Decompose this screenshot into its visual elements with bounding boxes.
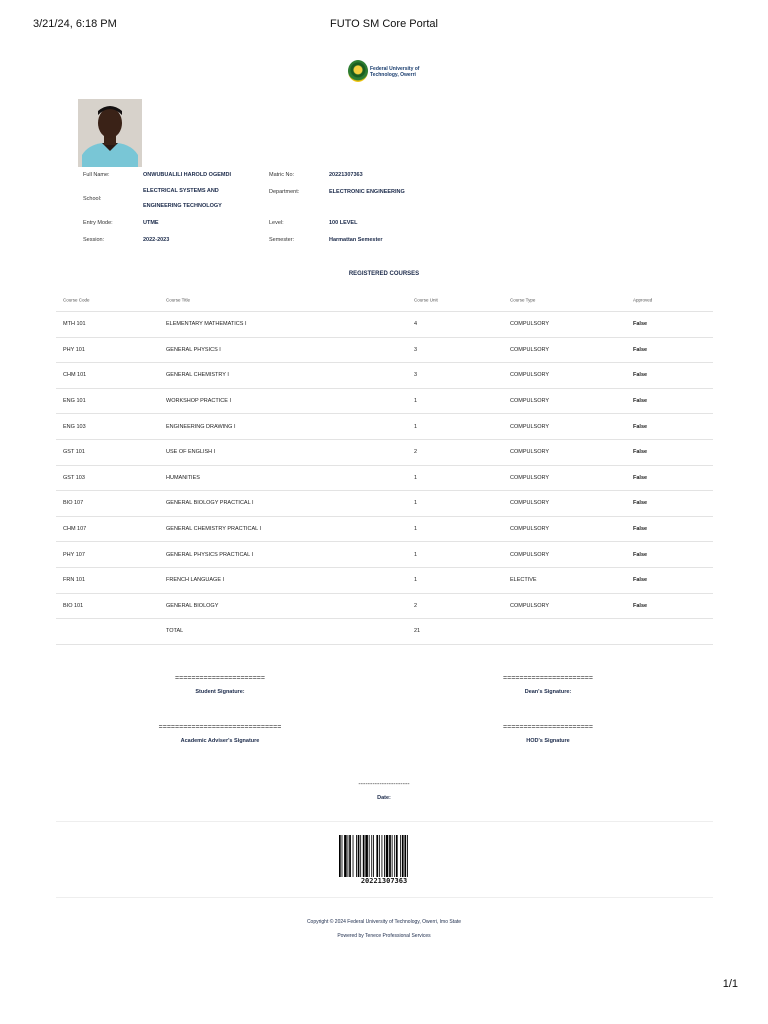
course-code: ENG 101 bbox=[63, 398, 86, 405]
course-title: ELEMENTARY MATHEMATICS I bbox=[166, 321, 247, 328]
course-unit: 1 bbox=[414, 423, 418, 430]
course-code: PHY 107 bbox=[63, 551, 85, 558]
course-title: GENERAL BIOLOGY PRACTICAL I bbox=[166, 500, 254, 507]
table-header-row bbox=[56, 288, 713, 312]
school-label: School: bbox=[83, 196, 102, 202]
course-title: GENERAL CHEMISTRY PRACTICAL I bbox=[166, 526, 262, 533]
signature-line: ====================== bbox=[503, 675, 593, 682]
course-type: COMPULSORY bbox=[510, 346, 550, 353]
course-code: PHY 101 bbox=[63, 346, 85, 353]
signature-line: ====================== bbox=[503, 724, 593, 731]
hod-signature-label: HOD's Signature bbox=[526, 738, 570, 744]
table-row bbox=[56, 491, 713, 517]
course-unit: 1 bbox=[414, 474, 418, 481]
course-unit: 3 bbox=[414, 346, 418, 353]
header-course-code: Course Code bbox=[63, 297, 90, 302]
signature-line: ============================== bbox=[158, 724, 282, 731]
table-row bbox=[56, 568, 713, 594]
course-title: GENERAL PHYSICS I bbox=[166, 346, 221, 353]
date-signature-block bbox=[324, 781, 444, 801]
signature-line: ---------------------- bbox=[358, 781, 410, 788]
course-title: HUMANITIES bbox=[166, 474, 200, 481]
course-title: WORKSHOP PRACTICE I bbox=[166, 398, 231, 405]
matric-label: Matric No: bbox=[269, 172, 295, 178]
logo-text: Federal University of Technology, Owerri bbox=[370, 66, 420, 78]
course-type: COMPULSORY bbox=[510, 474, 550, 481]
date-label: Date: bbox=[377, 795, 391, 801]
course-unit: 1 bbox=[414, 577, 418, 584]
barcode bbox=[339, 835, 430, 877]
university-seal-icon bbox=[348, 60, 368, 82]
course-unit: 1 bbox=[414, 398, 418, 405]
student-signature-block bbox=[160, 675, 280, 695]
course-code: GST 103 bbox=[63, 474, 85, 481]
course-approved: False bbox=[633, 474, 648, 481]
level-label: Level: bbox=[269, 220, 284, 226]
entry-mode-label: Entry Mode: bbox=[83, 220, 113, 226]
course-code: BIO 107 bbox=[63, 500, 84, 507]
table-row bbox=[56, 517, 713, 543]
student-signature-label: Student Signature: bbox=[195, 689, 245, 695]
footer-copyright: Copyright © 2024 Federal University of Technology, Owerri, Imo State bbox=[306, 919, 462, 925]
course-type: COMPULSORY bbox=[510, 321, 550, 328]
full-name-value: ONWUBUALILI HAROLD OGEMDI bbox=[143, 172, 231, 178]
course-code: ENG 103 bbox=[63, 423, 86, 430]
semester-value: Harmattan Semester bbox=[329, 237, 383, 243]
table-row bbox=[56, 414, 713, 440]
course-approved: False bbox=[633, 551, 648, 558]
semester-label: Semester: bbox=[269, 237, 295, 243]
hod-signature-block bbox=[488, 724, 608, 744]
courses-table bbox=[56, 288, 713, 645]
table-row bbox=[56, 363, 713, 389]
table-row bbox=[56, 440, 713, 466]
course-unit: 4 bbox=[414, 321, 418, 328]
course-type: COMPULSORY bbox=[510, 449, 550, 456]
course-code: BIO 101 bbox=[63, 602, 84, 609]
adviser-signature-label: Academic Adviser's Signature bbox=[180, 738, 260, 744]
print-page-number: 1/1 bbox=[722, 978, 738, 990]
barcode-number: 20221307363 bbox=[360, 877, 408, 885]
course-approved: False bbox=[633, 602, 648, 609]
registered-courses-title: REGISTERED COURSES bbox=[348, 271, 420, 277]
course-type: ELECTIVE bbox=[510, 577, 537, 584]
table-row bbox=[56, 594, 713, 620]
matric-value: 20221307363 bbox=[329, 172, 363, 178]
university-logo bbox=[348, 60, 422, 84]
table-total-row bbox=[56, 619, 713, 645]
course-title: FRENCH LANGUAGE I bbox=[166, 577, 225, 584]
course-type: COMPULSORY bbox=[510, 398, 550, 405]
department-value: ELECTRONIC ENGINEERING bbox=[329, 189, 405, 195]
session-value: 2022-2023 bbox=[143, 237, 170, 243]
course-approved: False bbox=[633, 423, 648, 430]
course-approved: False bbox=[633, 577, 648, 584]
course-code: MTH 101 bbox=[63, 321, 86, 328]
course-type: COMPULSORY bbox=[510, 500, 550, 507]
header-approved: Approved bbox=[633, 297, 653, 302]
total-units: 21 bbox=[414, 628, 421, 635]
session-label: Session: bbox=[83, 237, 105, 243]
header-course-type: Course Type bbox=[510, 297, 536, 302]
print-header bbox=[0, 18, 768, 34]
entry-mode-value: UTME bbox=[143, 220, 159, 226]
course-type: COMPULSORY bbox=[510, 551, 550, 558]
course-approved: False bbox=[633, 500, 648, 507]
course-type: COMPULSORY bbox=[510, 372, 550, 379]
course-unit: 2 bbox=[414, 449, 418, 456]
course-unit: 1 bbox=[414, 500, 418, 507]
signature-line: ====================== bbox=[175, 675, 265, 682]
table-row bbox=[56, 312, 713, 338]
school-value-line1: ELECTRICAL SYSTEMS AND bbox=[143, 188, 219, 194]
course-approved: False bbox=[633, 346, 648, 353]
full-name-label: Full Name: bbox=[83, 172, 110, 178]
department-label: Department: bbox=[269, 189, 300, 195]
course-title: GENERAL BIOLOGY bbox=[166, 602, 219, 609]
course-title: GENERAL CHEMISTRY I bbox=[166, 372, 229, 379]
dean-signature-label: Dean's Signature: bbox=[524, 689, 572, 695]
header-course-title: Course Title bbox=[166, 297, 191, 302]
course-unit: 3 bbox=[414, 372, 418, 379]
header-course-unit: Course Unit bbox=[414, 297, 438, 302]
course-title: USE OF ENGLISH I bbox=[166, 449, 216, 456]
course-type: COMPULSORY bbox=[510, 602, 550, 609]
course-code: CHM 107 bbox=[63, 526, 87, 533]
course-unit: 2 bbox=[414, 602, 418, 609]
divider bbox=[56, 897, 713, 898]
course-code: FRN 101 bbox=[63, 577, 86, 584]
total-label: TOTAL bbox=[166, 628, 184, 635]
print-date: 3/21/24, 6:18 PM bbox=[33, 18, 117, 30]
table-row bbox=[56, 338, 713, 364]
course-code: CHM 101 bbox=[63, 372, 87, 379]
course-type: COMPULSORY bbox=[510, 526, 550, 533]
student-photo-image bbox=[78, 99, 142, 167]
course-type: COMPULSORY bbox=[510, 423, 550, 430]
level-value: 100 LEVEL bbox=[329, 220, 358, 226]
footer-powered-by: Powered by Tenece Professional Services bbox=[337, 933, 431, 939]
course-approved: False bbox=[633, 372, 648, 379]
school-value-line2: ENGINEERING TECHNOLOGY bbox=[143, 203, 222, 209]
course-approved: False bbox=[633, 449, 648, 456]
course-unit: 1 bbox=[414, 551, 418, 558]
course-code: GST 101 bbox=[63, 449, 85, 456]
course-title: GENERAL PHYSICS PRACTICAL I bbox=[166, 551, 254, 558]
course-title: ENGINEERING DRAWING I bbox=[166, 423, 236, 430]
divider bbox=[56, 821, 713, 822]
print-title: FUTO SM Core Portal bbox=[330, 18, 438, 30]
dean-signature-block bbox=[488, 675, 608, 695]
course-approved: False bbox=[633, 398, 648, 405]
table-row bbox=[56, 542, 713, 568]
course-approved: False bbox=[633, 321, 648, 328]
table-row bbox=[56, 389, 713, 415]
adviser-signature-block bbox=[150, 724, 290, 744]
course-approved: False bbox=[633, 526, 648, 533]
course-unit: 1 bbox=[414, 526, 418, 533]
student-photo bbox=[78, 99, 142, 167]
table-row bbox=[56, 466, 713, 492]
